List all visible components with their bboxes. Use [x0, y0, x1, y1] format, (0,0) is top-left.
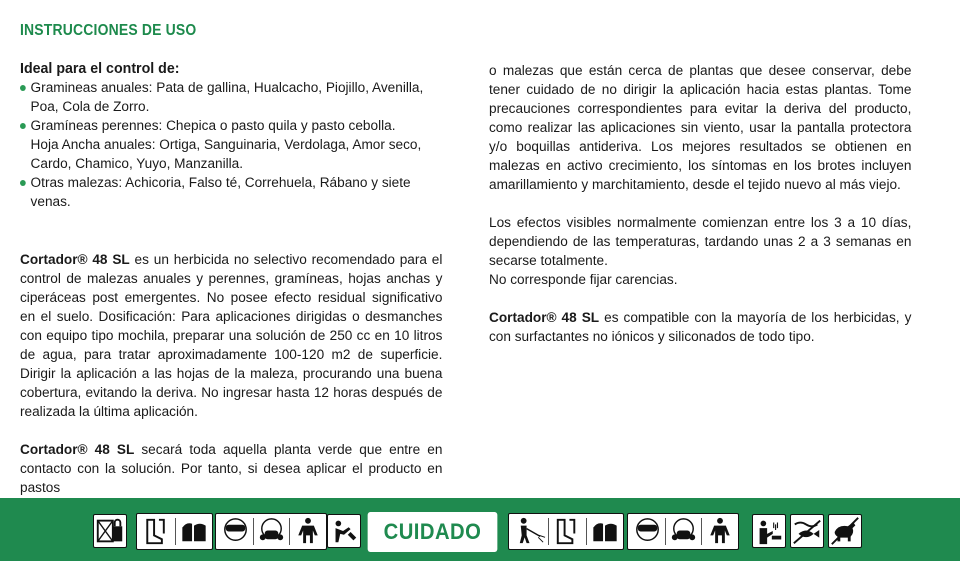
- overalls-icon: [290, 514, 326, 549]
- boots-icon: [139, 514, 175, 549]
- control-heading: Ideal para el control de:: [20, 61, 180, 77]
- bullet-dot-icon: [20, 123, 26, 129]
- drinking-icon: [327, 514, 361, 548]
- ppe-group: [627, 513, 739, 550]
- fish-hazard-icon: [790, 514, 824, 548]
- list-item: Gramineas anuales: Pata de gallina, Hualcacho, Piojillo, Avenilla, Poa, Cola de Zorro.: [20, 79, 442, 117]
- weed-list: [20, 79, 442, 212]
- application-group: [508, 513, 624, 550]
- left-column: [20, 60, 442, 498]
- no-animals-icon: [828, 514, 862, 548]
- warning-paragraph: Cortador® 48 SL secará toda aquella planta verde que entre en contacto con la solución. Por tanto, si desea aplicar el producto en pastos: [20, 442, 443, 496]
- description-paragraph: Cortador® 48 SL es un herbicida no selectivo recomendado para el control de malezas anuales y perennes, gramíneas, hojas anchas y ciperáceas post emergentes. No posee efecto residual significativo en el suelo. Dosificación: Para aplicaciones dirigidas o desmanches con equipo tipo mochila, preparar una solución de 250 cc en 10 litros de agua, para tratar aproximadamente 100-120 m2 de superficie. Dirigir la aplicación a las hojas de la maleza, procurando una buena cobertura, evitando la deriva. No ingresar hasta 12 horas después de realizada la última aplicación.: [20, 252, 443, 420]
- goggles-icon: [218, 514, 253, 549]
- caution-label: CUIDADO: [368, 512, 498, 552]
- wash-icon: [752, 514, 786, 548]
- page-title: INSTRUCCIONES DE USO: [20, 22, 197, 39]
- respirator-icon: [666, 514, 701, 549]
- product-name: Cortador® 48 SL: [489, 310, 600, 326]
- storage-lock-icon: [93, 514, 127, 548]
- list-item: Hoja Ancha anuales: Ortiga, Sanguinaria, Verdolaga, Amor seco, Cardo, Chamico, Yuyo, Manzanilla.: [30, 137, 422, 172]
- ppe-group: [215, 513, 327, 550]
- compatibility-paragraph: Cortador® 48 SL es compatible con la mayoría de los herbicidas, y con surfactantes no iónicos y siliconados de todo tipo.: [489, 310, 912, 345]
- protective-wear-group: [136, 513, 213, 550]
- bullet-dot-icon: [20, 180, 26, 186]
- bullet-dot-icon: [20, 85, 26, 91]
- gloves-icon: [176, 514, 212, 549]
- product-name: Cortador® 48 SL: [20, 252, 130, 268]
- withdrawal-note: No corresponde fijar carencias.: [489, 272, 678, 288]
- list-item: Gramíneas perennes: Chepica o pasto quila y pasto cebolla.: [20, 117, 442, 136]
- boots-icon: [549, 514, 586, 549]
- gloves-icon: [587, 514, 623, 549]
- list-item: Otras malezas: Achicoria, Falso té, Correhuela, Rábano y siete venas.: [20, 174, 442, 212]
- product-name: Cortador® 48 SL: [20, 442, 135, 458]
- overalls-icon: [702, 514, 738, 549]
- respirator-icon: [254, 514, 289, 549]
- sprayer-icon: [511, 514, 548, 549]
- goggles-icon: [630, 514, 665, 549]
- right-column: [489, 62, 911, 347]
- precaution-paragraph: o malezas que están cerca de plantas que desee conservar, debe tener cuidado de no dirigir la aplicación hacia estas plantas. Tome precauciones correspondientes para evitar la deriva del producto, como realizar las aplicaciones sin viento, usar la pantalla protectora y/o boquillas antideriva. Los mejores resultados se obtienen en malezas en activo crecimiento, los síntomas en los brotes incluyen amarillamiento y marchitamiento, desde el tejido nuevo al más viejo.: [489, 63, 912, 193]
- effects-paragraph: Los efectos visibles normalmente comienzan entre los 3 a 10 días, dependiendo de las temperaturas, tardando unas 2 a 3 semanas en secarse totalmente.: [489, 215, 912, 269]
